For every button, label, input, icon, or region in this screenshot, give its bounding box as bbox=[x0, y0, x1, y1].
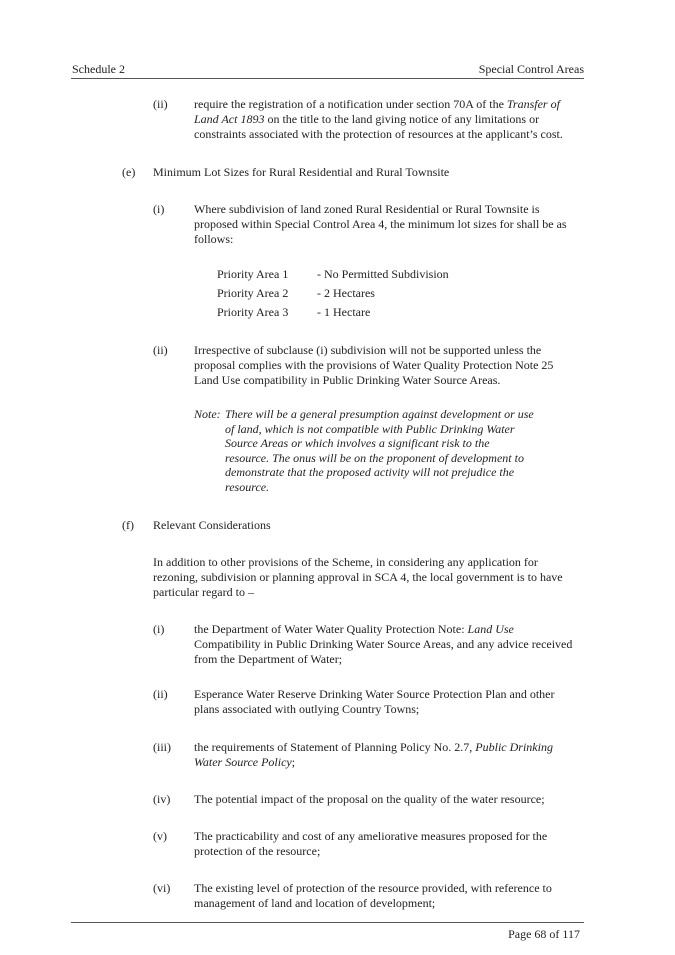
section-f-intro: In addition to other provisions of the Scheme, in considering any application for rezoning, subdivision or planning approval in SCA 4, the local government is to have particular regard to – bbox=[153, 555, 563, 599]
priority-area-1: Priority Area 1 bbox=[217, 267, 289, 281]
section-e-number: (e) bbox=[122, 165, 136, 179]
f-item-text: The potential impact of the proposal on the quality of the water resource; bbox=[194, 792, 545, 806]
f-item-text: the requirements of Statement of Planning Policy No. 2.7, Public Drinking Water Source Policy; bbox=[194, 740, 553, 769]
section-e-i-number: (i) bbox=[153, 202, 165, 216]
f-item-number: (vi) bbox=[153, 881, 171, 895]
item-d-ii-text: require the registration of a notification under section 70A of the Transfer of Land Act 1893 on the title to the land giving notice of any limitations or constraints associated with the protection of resources at the applicant’s cost. bbox=[194, 97, 563, 141]
note-text: There will be a general presumption against development or use of land, which is not compatible with Public Drinking Water Source Areas or which involves a significant risk to the resource. The onus will be on the proponent of development to demonstrate that the proposed activity will not prejudice the resource. bbox=[225, 407, 534, 494]
f-item-number: (v) bbox=[153, 829, 167, 843]
footer-rule bbox=[71, 922, 584, 923]
f-item-number: (iii) bbox=[153, 740, 171, 754]
header-left: Schedule 2 bbox=[72, 62, 125, 76]
priority-value-2: - 2 Hectares bbox=[317, 286, 375, 300]
f-item-text: The practicability and cost of any ameliorative measures proposed for the protection of the resource; bbox=[194, 829, 548, 858]
header-rule bbox=[71, 78, 584, 79]
priority-area-2: Priority Area 2 bbox=[217, 286, 289, 300]
section-f-number: (f) bbox=[122, 518, 134, 532]
item-d-ii-number: (ii) bbox=[153, 97, 168, 111]
section-f-heading: Relevant Considerations bbox=[153, 518, 271, 532]
section-e-i-text: Where subdivision of land zoned Rural Residential or Rural Townsite is proposed within Special Control Area 4, the minimum lot sizes for shall be as follows: bbox=[194, 202, 567, 246]
f-item-text: the Department of Water Water Quality Protection Note: Land Use Compatibility in Public Drinking Water Source Areas, and any advice received from the Department of Water; bbox=[194, 622, 573, 666]
header-right: Special Control Areas bbox=[478, 62, 584, 76]
page-number: Page 68 of 117 bbox=[508, 927, 580, 941]
f-item-text: The existing level of protection of the resource provided, with reference to management of land and location of development; bbox=[194, 881, 552, 910]
priority-value-3: - 1 Hectare bbox=[317, 305, 371, 319]
f-item-text: Esperance Water Reserve Drinking Water Source Protection Plan and other plans associated with outlying Country Towns; bbox=[194, 687, 555, 716]
priority-value-1: - No Permitted Subdivision bbox=[317, 267, 449, 281]
f-item-number: (i) bbox=[153, 622, 165, 636]
section-e-heading: Minimum Lot Sizes for Rural Residential and Rural Townsite bbox=[153, 165, 450, 179]
section-e-ii-text: Irrespective of subclause (i) subdivision will not be supported unless the proposal complies with the provisions of Water Quality Protection Note 25 Land Use compatibility in Public Drinking Water Source Areas. bbox=[194, 343, 554, 387]
priority-area-3: Priority Area 3 bbox=[217, 305, 289, 319]
f-item-number: (ii) bbox=[153, 687, 168, 701]
section-e-ii-number: (ii) bbox=[153, 343, 168, 357]
note-label: Note: bbox=[194, 407, 221, 421]
f-item-number: (iv) bbox=[153, 792, 171, 806]
